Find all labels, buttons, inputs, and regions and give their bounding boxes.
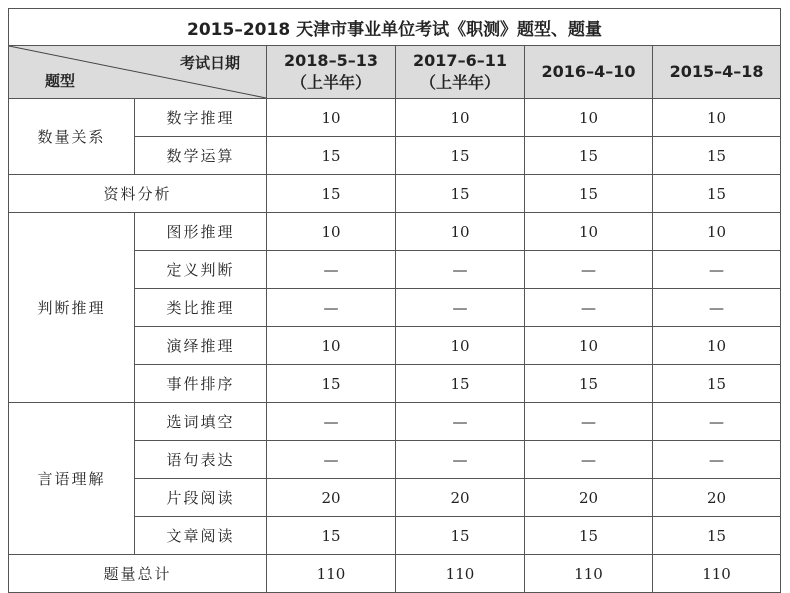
date-header-2 [396, 46, 525, 99]
subcategory-cell: 片段阅读 [135, 479, 267, 517]
value-cell: 10 [267, 99, 396, 137]
value-cell: 20 [396, 479, 525, 517]
value-cell: — [267, 251, 396, 289]
subcategory-cell: 演绎推理 [135, 327, 267, 365]
corner-header [9, 46, 267, 99]
date-header-4 [653, 46, 781, 99]
category-cell: 言语理解 [9, 403, 135, 555]
date-note: （上半年） [419, 73, 500, 92]
date-header-3 [525, 46, 653, 99]
subcategory-cell: 图形推理 [135, 213, 267, 251]
value-cell: — [653, 403, 781, 441]
value-cell: 15 [396, 137, 525, 175]
corner-top-label: 考试日期 [179, 54, 240, 72]
value-cell: 15 [267, 517, 396, 555]
table-row [9, 213, 781, 251]
total-row [9, 555, 781, 593]
value-cell: — [525, 251, 653, 289]
total-value-cell: 110 [525, 555, 653, 593]
value-cell: — [525, 403, 653, 441]
value-cell: 20 [525, 479, 653, 517]
value-cell: 10 [396, 213, 525, 251]
date-label: 2018–5–13 [284, 51, 378, 70]
value-cell: 10 [525, 99, 653, 137]
table-row [9, 403, 781, 441]
value-cell: 15 [267, 137, 396, 175]
value-cell: 20 [267, 479, 396, 517]
category-cell: 数量关系 [9, 99, 135, 175]
total-value-cell: 110 [267, 555, 396, 593]
date-note: （上半年） [290, 73, 371, 92]
table-row [9, 99, 781, 137]
value-cell: 10 [653, 99, 781, 137]
table-title: 2015–2018 天津市事业单位考试《职测》题型、题量 [9, 9, 781, 46]
value-cell: — [267, 403, 396, 441]
corner-bottom-label: 题型 [45, 72, 76, 90]
category-cell: 资料分析 [9, 175, 267, 213]
value-cell: 10 [653, 213, 781, 251]
value-cell: — [267, 289, 396, 327]
total-value-cell: 110 [653, 555, 781, 593]
value-cell: 20 [653, 479, 781, 517]
value-cell: 15 [396, 365, 525, 403]
subcategory-cell: 类比推理 [135, 289, 267, 327]
total-value-cell: 110 [396, 555, 525, 593]
subcategory-cell: 数学运算 [135, 137, 267, 175]
subcategory-cell: 定义判断 [135, 251, 267, 289]
subcategory-cell: 文章阅读 [135, 517, 267, 555]
value-cell: — [653, 441, 781, 479]
date-label: 2016–4–10 [541, 62, 636, 81]
header-row [9, 46, 781, 99]
value-cell: 15 [267, 365, 396, 403]
value-cell: 15 [396, 517, 525, 555]
date-label: 2015–4–18 [669, 62, 764, 81]
date-label: 2017–6–11 [413, 51, 507, 70]
value-cell: 15 [267, 175, 396, 213]
value-cell: — [653, 251, 781, 289]
title-row [9, 9, 781, 46]
value-cell: — [525, 289, 653, 327]
value-cell: — [396, 289, 525, 327]
value-cell: 15 [525, 365, 653, 403]
value-cell: 15 [653, 175, 781, 213]
table-row [9, 175, 781, 213]
subcategory-cell: 选词填空 [135, 403, 267, 441]
value-cell: 15 [396, 175, 525, 213]
total-label: 题量总计 [9, 555, 267, 593]
value-cell: 10 [525, 213, 653, 251]
exam-table [8, 8, 781, 593]
subcategory-cell: 语句表达 [135, 441, 267, 479]
value-cell: 10 [396, 99, 525, 137]
value-cell: — [396, 403, 525, 441]
value-cell: 15 [653, 365, 781, 403]
date-header-1 [267, 46, 396, 99]
value-cell: 10 [267, 213, 396, 251]
value-cell: 10 [653, 327, 781, 365]
subcategory-cell: 事件排序 [135, 365, 267, 403]
value-cell: 10 [267, 327, 396, 365]
value-cell: — [396, 441, 525, 479]
value-cell: 10 [396, 327, 525, 365]
value-cell: 15 [525, 175, 653, 213]
subcategory-cell: 数字推理 [135, 99, 267, 137]
value-cell: 10 [525, 327, 653, 365]
value-cell: 15 [525, 517, 653, 555]
value-cell: 15 [653, 517, 781, 555]
value-cell: — [525, 441, 653, 479]
value-cell: 15 [525, 137, 653, 175]
value-cell: — [267, 441, 396, 479]
value-cell: — [653, 289, 781, 327]
value-cell: 15 [653, 137, 781, 175]
value-cell: — [396, 251, 525, 289]
category-cell: 判断推理 [9, 213, 135, 403]
